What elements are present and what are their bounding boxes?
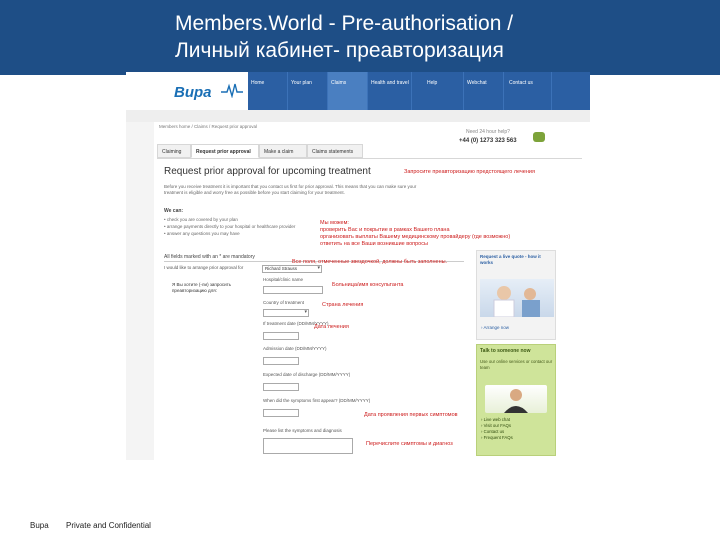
admission-date-label: Admission date (DD/MM/YYYY) — [263, 346, 327, 351]
list-item: • check you are covered by your plan — [164, 217, 238, 222]
slide-title-line-1: Members.World - Pre-authorisation / — [175, 12, 514, 35]
treatment-date-label: If treatment date (DD/MM/YYYY) — [263, 321, 329, 326]
nav-home[interactable]: Home — [248, 72, 288, 110]
nav-claims[interactable]: Claims — [328, 72, 368, 110]
symptoms-date-label: When did the symptoms first appear? (DD/MM/YYYY) — [263, 398, 371, 403]
admission-date-input[interactable] — [263, 357, 299, 365]
doctor-illustration-icon — [480, 279, 554, 317]
annotation-symptoms-list: Перечислите симптомы и диагноз — [366, 441, 453, 447]
chat-icon[interactable] — [533, 132, 545, 142]
annotation-symptoms-date: Дата проявления первых симптомов — [364, 412, 458, 418]
talk-title: Talk to someone now — [480, 348, 531, 354]
nav-webchat[interactable]: Webchat — [464, 72, 504, 110]
intro-text: Before you receive treatment it is important that you contact us first for prior approval. This means that you can make sure your treatment is eligible and worry free as possible before you start claiming for your treatment. — [164, 184, 417, 195]
bupa-logo[interactable] — [156, 77, 246, 107]
hospital-input[interactable] — [263, 286, 323, 294]
request-for-select[interactable]: Richard Strauss ▾ — [262, 265, 322, 273]
tab-divider — [157, 158, 582, 159]
hospital-label: Hospital/clinic name — [263, 277, 304, 282]
list-item: • answer any questions you may have — [164, 231, 240, 236]
breadcrumb[interactable]: Members home / Claims / Request prior approval — [159, 124, 258, 129]
footer-company: Bupa — [30, 521, 49, 530]
annotation-we-can-2: организовать выплаты Вашему медицинскому провайдеру (где возможно) — [320, 234, 511, 240]
annotation-we-can-1: проверить Вас и покрытие в рамках Вашего плана — [320, 227, 450, 233]
tab-request-prior-approval[interactable]: Request prior approval — [191, 144, 259, 158]
request-question: Я Вы хотите (-ли) запросить преавторизацию для: — [172, 282, 231, 293]
symptoms-date-input[interactable] — [263, 409, 299, 417]
sub-header-strip — [126, 110, 590, 122]
list-item: • arrange payments directly to your hospital or healthcare provider — [164, 224, 296, 229]
we-can-list — [164, 216, 344, 237]
symptoms-textarea[interactable] — [263, 438, 353, 454]
nav-your-plan[interactable]: Your plan — [288, 72, 328, 110]
nav-health-and-travel[interactable]: Health and travel — [368, 72, 412, 110]
live-quote-box — [476, 250, 556, 340]
mandatory-note: All fields marked with an * are mandatory — [164, 254, 255, 260]
slide-title-line-2: Личный кабинет- преавторизация — [175, 39, 504, 62]
annotation-country: Страна лечения — [322, 302, 364, 308]
talk-text: Use our online services or contact our team — [480, 359, 553, 370]
tab-claims-statements[interactable]: Claims statements — [307, 144, 363, 158]
annotation-treatment-date: Дата лечения — [314, 324, 349, 330]
logo-text: Bupa — [174, 84, 212, 101]
nav-help[interactable]: Help — [424, 72, 464, 110]
website-screenshot — [126, 72, 590, 460]
annotation-we-can: Мы можем: — [320, 220, 349, 226]
annotation-mandatory: Все поля, отмеченные звездочкой, должны быть заполнены. — [292, 259, 448, 265]
annotation-request-prior: Запросите преавторизацию предстоящего лечения — [404, 169, 535, 175]
request-for-label: I would like to arrange prior approval for — [164, 265, 244, 270]
live-quote-title: Request a live quote - how it works — [480, 254, 541, 265]
frequent-faq-link[interactable]: › Frequent FAQs — [481, 435, 513, 440]
expected-date-input[interactable] — [263, 383, 299, 391]
contact-label: Need 24 hour help? — [466, 129, 510, 135]
country-label: Country of treatment — [263, 300, 305, 305]
tab-claiming[interactable]: Claiming — [157, 144, 191, 158]
annotation-hospital: Больница/имя консультанта — [332, 282, 404, 288]
contact-link[interactable]: › Contact us — [481, 429, 505, 434]
country-select[interactable] — [263, 309, 309, 317]
symptoms-list-label: Please list the symptoms and diagnosis — [263, 428, 342, 433]
main-nav — [248, 72, 590, 110]
tab-make-a-claim[interactable]: Make a claim — [259, 144, 307, 158]
page-heading: Request prior approval for upcoming treatment — [164, 166, 371, 177]
contact-phone: +44 (0) 1273 323 563 — [459, 138, 517, 144]
faq-link[interactable]: › Visit our FAQs — [481, 423, 512, 428]
we-can-heading: We can: — [164, 208, 184, 214]
annotation-we-can-3: ответить на все Ваши возникшие вопросы — [320, 241, 428, 247]
treatment-date-input[interactable] — [263, 332, 299, 340]
doctor-photo — [480, 279, 554, 317]
talk-links — [481, 417, 555, 441]
heartbeat-icon — [221, 82, 243, 98]
slide-title — [175, 10, 595, 64]
talk-to-someone-box — [476, 344, 556, 456]
arrange-now-link[interactable]: › Arrange now — [481, 325, 510, 330]
agent-photo — [485, 385, 547, 413]
headset-agent-icon — [485, 385, 547, 413]
live-chat-link[interactable]: › Live web chat — [481, 417, 510, 422]
nav-contact-us[interactable]: Contact us — [506, 72, 552, 110]
left-gutter — [126, 122, 154, 460]
footer-confidential: Private and Confidential — [66, 521, 151, 530]
site-header — [126, 72, 590, 110]
expected-date-label: Expected date of discharge (DD/MM/YYYY) — [263, 372, 351, 377]
